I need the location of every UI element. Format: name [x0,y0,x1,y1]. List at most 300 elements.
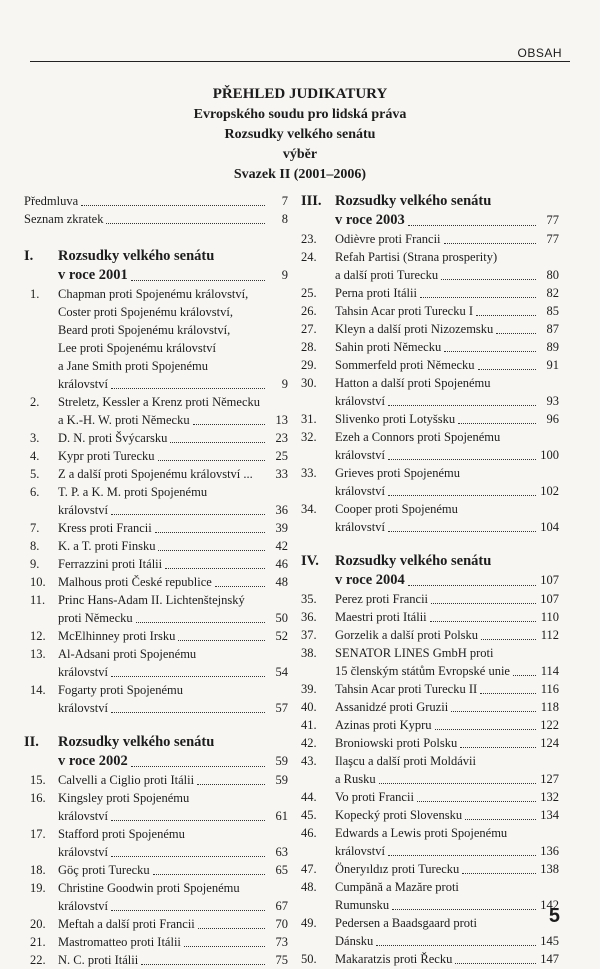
entry-page: 50 [275,611,288,625]
entry-number: 1. [30,287,40,301]
entry-number: 28. [301,340,317,354]
leader-dots [136,621,265,623]
section-year-2 [24,752,288,771]
toc-entry-31[interactable] [301,410,559,428]
leader-dots [460,746,536,748]
entry-page: 96 [546,412,559,426]
section-title: Rozsudky velkého senátu [58,248,215,264]
entry-page: 67 [275,899,288,913]
entry-label: Kleyn a další proti Nizozemsku [335,322,494,336]
entry-label: Odièvre proti Francii [335,232,441,246]
entry-label: McElhinney proti Irsku [58,629,176,643]
entry-label: království [58,845,108,859]
entry-page: 48 [275,575,288,589]
entry-label: království [58,809,108,823]
entry-label: Maestri proti Itálii [335,610,427,624]
entry-page: 42 [275,539,288,553]
section-year: v roce 2004 [335,572,405,588]
leader-dots [476,314,536,316]
section-heading-2[interactable] [24,733,288,752]
entry-page: 52 [275,629,288,643]
entry-page: 127 [540,772,559,786]
entry-label: Kress proti Francii [58,521,152,535]
toc-entry-21[interactable] [24,933,288,951]
entry-label: Perez proti Francii [335,592,429,606]
title-line-4: výběr [282,147,318,162]
entry-number: 20. [30,917,46,931]
entry-page: 61 [275,809,288,823]
entry-label: Sommerfeld proti Německu [335,358,475,372]
entry-label: D. N. proti Švýcarsku [58,431,168,445]
section-year-1 [24,266,288,285]
entry-number: 45. [301,808,317,822]
entry-page: 59 [275,754,288,768]
toc-entry-39[interactable] [301,680,559,698]
entry-label: Makaratzis proti Řecku [335,952,453,966]
leader-dots [193,423,265,425]
entry-label: Předmluva [24,194,79,208]
leader-dots [184,945,265,947]
leader-dots [417,800,536,802]
section-title: Rozsudky velkého senátu [335,553,492,569]
entry-page: 8 [281,212,288,226]
entry-number: 4. [30,449,40,463]
entry-page: 57 [275,701,288,715]
leader-dots [170,441,265,443]
toc-entry-27[interactable] [301,320,559,338]
toc-entry-10[interactable] [24,573,288,591]
entry-label: Azinas proti Kypru [335,718,432,732]
toc-entry-26[interactable] [301,302,559,320]
header-rule [30,61,570,62]
entry-label: Gorzelik a další proti Polsku [335,628,479,642]
leader-dots [388,854,536,856]
toc-entry-43[interactable] [301,752,559,788]
toc-entry-29[interactable] [301,356,559,374]
entry-page: 142 [540,898,559,912]
leader-dots [420,296,536,298]
toc-entry-37[interactable] [301,626,559,644]
entry-label: Sahin proti Německu [335,340,442,354]
toc-entry-18[interactable] [24,861,288,879]
entry-line: Kingsley proti Spojenému [58,791,190,805]
toc-entry-preface[interactable] [24,192,288,210]
entry-label: Calvelli a Ciglio proti Itálii [58,773,195,787]
entry-line: Cooper proti Spojenému [335,502,458,516]
toc-entry-42[interactable] [301,734,559,752]
toc-entry-4[interactable] [24,447,288,465]
entry-page: 91 [546,358,559,372]
leader-dots [111,819,265,821]
entry-line: Refah Partisi (Strana prosperity) [335,250,498,264]
entry-label: království [58,503,108,517]
toc-entry-47[interactable] [301,860,559,878]
leader-dots [141,963,265,965]
leader-dots [111,387,265,389]
leader-dots [430,620,536,622]
entry-number: 47. [301,862,317,876]
leader-dots [165,567,265,569]
entry-page: 63 [275,845,288,859]
entry-page: 73 [275,935,288,949]
entry-page: 147 [540,952,559,966]
entry-line: Beard proti Spojenému království, [58,323,231,337]
entry-line: Grieves proti Spojenému [335,466,460,480]
toc-entry-45[interactable] [301,806,559,824]
entry-number: 13. [30,647,46,661]
toc-entry-49[interactable] [301,914,559,950]
entry-number: 17. [30,827,46,841]
entry-page: 100 [540,448,559,462]
entry-number: 37. [301,628,317,642]
toc-entry-33[interactable] [301,464,559,500]
entry-page: 77 [546,213,559,227]
toc-left-column [24,192,288,969]
toc-entry-6[interactable] [24,483,288,519]
entry-page: 116 [540,682,559,696]
entry-number: 29. [301,358,317,372]
toc-entry-32[interactable] [301,428,559,464]
entry-page: 89 [546,340,559,354]
entry-number: 38. [301,646,317,660]
entry-label: království [335,448,385,462]
section-title: Rozsudky velkého senátu [58,734,215,750]
toc-entry-36[interactable] [301,608,559,626]
entry-number: 14. [30,683,46,697]
entry-label: Rumunsku [335,898,390,912]
entry-page: 118 [540,700,559,714]
leader-dots [197,783,265,785]
toc-entry-41[interactable] [301,716,559,734]
entry-label: Öneryıldız proti Turecku [335,862,460,876]
entry-number: 16. [30,791,46,805]
leader-dots [256,478,265,479]
entry-number: 41. [301,718,317,732]
entry-label: a K.-H. W. proti Německu [58,413,190,427]
entry-label: Tahsin Acar proti Turecku I [335,304,473,318]
entry-page: 46 [275,557,288,571]
entry-number: 18. [30,863,46,877]
toc-entry-48[interactable] [301,878,559,914]
entry-label: království [58,377,108,391]
entry-number: 23. [301,232,317,246]
entry-number: 22. [30,953,46,967]
entry-page: 138 [540,862,559,876]
entry-number: 50. [301,952,317,966]
leader-dots [376,944,536,946]
entry-number: 21. [30,935,46,949]
entry-label: 15 členským státům Evropské unie [335,664,510,678]
entry-number: 33. [301,466,317,480]
leader-dots [198,927,265,929]
entry-line: Al-Adsani proti Spojenému [58,647,197,661]
entry-label: království [335,394,385,408]
toc-entry-40[interactable] [301,698,559,716]
entry-number: 49. [301,916,317,930]
header-label: OBSAH [517,46,562,60]
entry-number: 24. [301,250,317,264]
entry-line: Pedersen a Baadsgaard proti [335,916,477,930]
entry-label: Vo proti Francii [335,790,414,804]
entry-page: 110 [540,610,559,624]
title-line-5: Svazek II (2001–2006) [233,167,367,182]
toc-entry-22[interactable] [24,951,288,969]
toc-entry-35[interactable] [301,590,559,608]
title-line-2: Evropského soudu pro lidská práva [193,107,407,122]
entry-label: Meftah a další proti Francii [58,917,195,931]
toc-entry-30[interactable] [301,374,559,410]
entry-number: 43. [301,754,317,768]
entry-number: 26. [301,304,317,318]
section-year: v roce 2001 [58,267,128,283]
entry-number: 36. [301,610,317,624]
entry-label: Perna proti Itálii [335,286,417,300]
entry-page: 7 [281,194,288,208]
leader-dots [478,368,536,370]
toc-entry-7[interactable] [24,519,288,537]
leader-dots [215,585,265,587]
toc-entry-25[interactable] [301,284,559,302]
entry-number: 40. [301,700,317,714]
toc-entry-34[interactable] [301,500,559,536]
toc-entry-20[interactable] [24,915,288,933]
entry-page: 107 [540,592,559,606]
entry-line: Edwards a Lewis proti Spojenému [335,826,508,840]
entry-number: 46. [301,826,317,840]
entry-page: 39 [275,521,288,535]
entry-number: 12. [30,629,46,643]
entry-page: 23 [275,431,288,445]
entry-number: 15. [30,773,46,787]
entry-label: Kypr proti Turecku [58,449,155,463]
entry-page: 77 [546,232,559,246]
entry-label: Slivenko proti Lotyšsku [335,412,456,426]
entry-page: 80 [546,268,559,282]
entry-page: 9 [281,268,288,282]
entry-page: 93 [546,394,559,408]
section-heading-4[interactable] [301,552,559,571]
title-block [0,84,600,185]
section-numeral: II. [24,734,39,750]
toc-entry-14[interactable] [24,681,288,717]
toc-entry-5[interactable] [24,465,288,483]
toc-entry-19[interactable] [24,879,288,915]
entry-label: Dánsku [335,934,374,948]
entry-label: království [335,484,385,498]
entry-label: Seznam zkratek [24,212,104,226]
leader-dots [388,530,536,532]
leader-dots [513,674,536,676]
leader-dots [392,908,536,910]
entry-label: N. C. proti Itálii [58,953,139,967]
toc-entry-13[interactable] [24,645,288,681]
entry-label: proti Německu [58,611,133,625]
toc-entry-23[interactable] [301,230,559,248]
leader-dots [388,458,536,460]
entry-page: 122 [540,718,559,732]
entry-number: 31. [301,412,317,426]
entry-number: 10. [30,575,46,589]
entry-page: 104 [540,520,559,534]
title-line-3: Rozsudky velkého senátu [224,127,376,142]
entry-label: Ferrazzini proti Itálii [58,557,163,571]
entry-page: 85 [546,304,559,318]
entry-page: 65 [275,863,288,877]
leader-dots [111,855,265,857]
entry-line: Cumpănă a Mazăre proti [335,880,459,894]
entry-number: 30. [301,376,317,390]
entry-label: Z a další proti Spojenému království ... [58,467,253,481]
entry-number: 39. [301,682,317,696]
leader-dots [158,549,265,551]
leader-dots [408,584,536,586]
entry-page: 136 [540,844,559,858]
toc-entry-17[interactable] [24,825,288,861]
entry-number: 35. [301,592,317,606]
leader-dots [153,873,265,875]
entry-label: K. a T. proti Finsku [58,539,156,553]
leader-dots [435,728,536,730]
entry-page: 134 [540,808,559,822]
leader-dots [81,204,265,206]
entry-page: 124 [540,736,559,750]
entry-page: 82 [546,286,559,300]
toc-entry-11[interactable] [24,591,288,627]
leader-dots [131,279,265,281]
entry-number: 32. [301,430,317,444]
entry-label: Göç proti Turecku [58,863,150,877]
entry-number: 9. [30,557,40,571]
entry-page: 9 [281,377,288,391]
entry-line: Streletz, Kessler a Krenz proti Německu [58,395,261,409]
entry-label: království [58,701,108,715]
entry-page: 13 [275,413,288,427]
leader-dots [388,494,536,496]
entry-number: 8. [30,539,40,553]
entry-label: Kopecký proti Slovensku [335,808,463,822]
leader-dots [481,638,536,640]
toc-entry-16[interactable] [24,789,288,825]
leader-dots [455,962,536,964]
leader-dots [158,459,265,461]
toc-entry-46[interactable] [301,824,559,860]
leader-dots [451,710,536,712]
entry-line: Ilaşcu a další proti Moldávii [335,754,476,768]
entry-number: 6. [30,485,40,499]
page-number: 5 [548,905,560,927]
leader-dots [178,639,265,641]
leader-dots [408,224,536,226]
entry-page: 107 [540,573,559,587]
entry-page: 87 [546,322,559,336]
entry-line: Lee proti Spojenému království [58,341,216,355]
entry-page: 54 [275,665,288,679]
leader-dots [441,278,536,280]
entry-line: Ezeh a Connors proti Spojenému [335,430,501,444]
leader-dots [111,909,265,911]
entry-line: T. P. a K. M. proti Spojenému [58,485,208,499]
entry-page: 25 [275,449,288,463]
toc-entry-9[interactable] [24,555,288,573]
entry-label: Broniowski proti Polsku [335,736,458,750]
entry-number: 42. [301,736,317,750]
toc-entry-15[interactable] [24,771,288,789]
entry-page: 36 [275,503,288,517]
entry-line: a Jane Smith proti Spojenému [58,359,208,373]
leader-dots [462,872,536,874]
section-heading-1[interactable] [24,247,288,266]
entry-label: Assanidzé proti Gruzii [335,700,449,714]
entry-number: 11. [30,593,46,607]
entry-page: 33 [275,467,288,481]
entry-number: 27. [301,322,317,336]
entry-number: 44. [301,790,317,804]
entry-label: království [335,520,385,534]
toc-right-column [301,192,559,968]
entry-number: 25. [301,286,317,300]
entry-line: SENATOR LINES GmbH proti [335,646,494,660]
entry-line: Christine Goodwin proti Spojenému [58,881,240,895]
leader-dots [111,711,265,713]
leader-dots [106,222,265,224]
entry-number: 7. [30,521,40,535]
entry-page: 114 [540,664,559,678]
entry-line: Stafford proti Spojenému [58,827,185,841]
leader-dots [111,675,265,677]
entry-page: 145 [540,934,559,948]
entry-label: království [58,665,108,679]
section-year-3 [301,211,559,230]
toc-entry-1[interactable] [24,285,288,393]
entry-line: Fogarty proti Spojenému [58,683,183,697]
entry-number: 48. [301,880,317,894]
section-heading-3[interactable] [301,192,559,211]
leader-dots [465,818,536,820]
entry-page: 70 [275,917,288,931]
toc-entry-38[interactable] [301,644,559,680]
entry-label: Malhous proti České republice [58,575,212,589]
entry-number: 5. [30,467,40,481]
toc-entry-28[interactable] [301,338,559,356]
leader-dots [155,531,265,533]
toc-entry-50[interactable] [301,950,559,968]
entry-number: 34. [301,502,317,516]
toc-entry-44[interactable] [301,788,559,806]
section-numeral: III. [301,193,322,209]
toc-entry-8[interactable] [24,537,288,555]
section-year: v roce 2002 [58,753,128,769]
entry-label: království [335,844,385,858]
entry-page: 112 [540,628,559,642]
entry-number: 2. [30,395,40,409]
toc-entry-12[interactable] [24,627,288,645]
entry-label: Mastromatteo proti Itálii [58,935,181,949]
section-year-4 [301,571,559,590]
leader-dots [480,692,536,694]
entry-number: 19. [30,881,46,895]
entry-line: Coster proti Spojenému království, [58,305,233,319]
toc-entry-2[interactable] [24,393,288,429]
section-numeral: I. [24,248,34,264]
entry-page: 59 [275,773,288,787]
entry-line: Princ Hans-Adam II. Lichtenštejnský [58,593,245,607]
toc-entry-abbreviations[interactable] [24,210,288,228]
entry-label: Tahsin Acar proti Turecku II [335,682,478,696]
leader-dots [444,350,536,352]
toc-entry-3[interactable] [24,429,288,447]
section-year: v roce 2003 [335,212,405,228]
toc-entry-24[interactable] [301,248,559,284]
